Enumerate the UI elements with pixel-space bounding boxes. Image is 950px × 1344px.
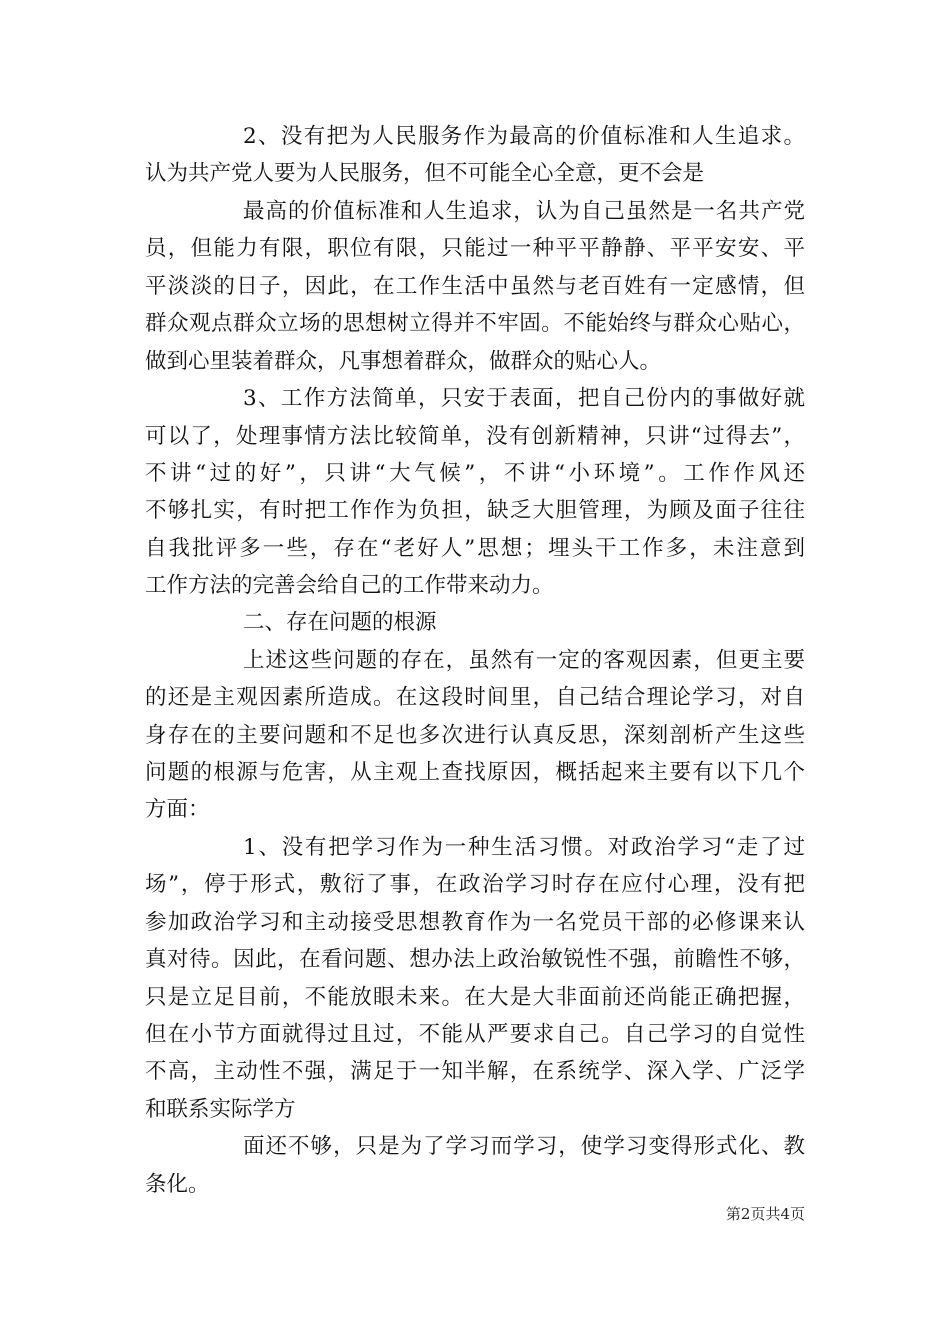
text-line: 参加政治学习和主动接受思想教育作为一名党员干部的必修课来认	[145, 910, 805, 935]
text-line: 最高的价值标准和人生追求，认为自己虽然是一名共产党	[243, 199, 805, 224]
text-line: 的还是主观因素所造成。在这段时间里，自己结合理论学习，对自	[145, 685, 805, 710]
text-line: 真对待。因此，在看问题、想办法上政治敏锐性不强，前瞻性不够，	[145, 947, 805, 972]
text-line: 员，但能力有限，职位有限，只能过一种平平静静、平平安安、平	[145, 236, 805, 261]
text-line: 3、工作方法简单，只安于表面，把自己份内的事做好就	[243, 386, 805, 411]
text-line: 不高，主动性不强，满足于一知半解，在系统学、深入学、广泛学	[145, 1059, 805, 1084]
text-line: 做到心里装着群众，凡事想着群众，做群众的贴心人。	[145, 349, 662, 374]
text-line: 条化。	[145, 1172, 210, 1197]
text-line: 只是立足目前，不能放眼未来。在大是大非面前还尚能正确把握，	[145, 985, 805, 1010]
text-line: 上述这些问题的存在，虽然有一定的客观因素，但更主要	[243, 648, 805, 673]
text-line: 2、没有把为人民服务作为最高的价值标准和人生追求。	[243, 124, 805, 149]
text-line: 但在小节方面就得过且过，不能从严要求自己。自己学习的自觉性	[145, 1022, 805, 1047]
text-line: 1、没有把学习作为一种生活习惯。对政治学习“走了过	[243, 835, 805, 860]
text-line: 问题的根源与危害，从主观上查找原因，概括起来主要有以下几个	[145, 760, 805, 785]
text-line: 不够扎实，有时把工作作为负担，缺乏大胆管理，为顾及面子往往	[145, 498, 805, 523]
text-line: 可以了，处理事情方法比较简单，没有创新精神，只讲“过得去”，	[145, 424, 805, 449]
text-line: 认为共产党人要为人民服务，但不可能全心全意，更不会是	[145, 161, 705, 186]
text-line: 工作方法的完善会给自己的工作带来动力。	[145, 573, 554, 598]
text-line: 群众观点群众立场的思想树立得并不牢固。不能始终与群众心贴心，	[145, 311, 805, 336]
text-line: 自我批评多一些，存在“老好人”思想；埋头干工作多，未注意到	[145, 536, 805, 561]
text-line: 不讲“过的好”，只讲“大气候”，不讲“小环境”。工作作风还	[145, 461, 805, 486]
text-line: 和联系实际学方	[145, 1097, 296, 1122]
section-heading: 二、存在问题的根源	[243, 610, 437, 635]
page-number-footer: 第2页共4页	[725, 1205, 805, 1223]
text-line: 方面：	[145, 797, 210, 822]
text-line: 面还不够，只是为了学习而学习，使学习变得形式化、教	[243, 1134, 805, 1159]
text-line: 场”，停于形式，敷衍了事，在政治学习时存在应付心理，没有把	[145, 872, 805, 897]
text-line: 身存在的主要问题和不足也多次进行认真反思，深刻剖析产生这些	[145, 723, 805, 748]
text-line: 平淡淡的日子，因此，在工作生活中虽然与老百姓有一定感情，但	[145, 274, 805, 299]
